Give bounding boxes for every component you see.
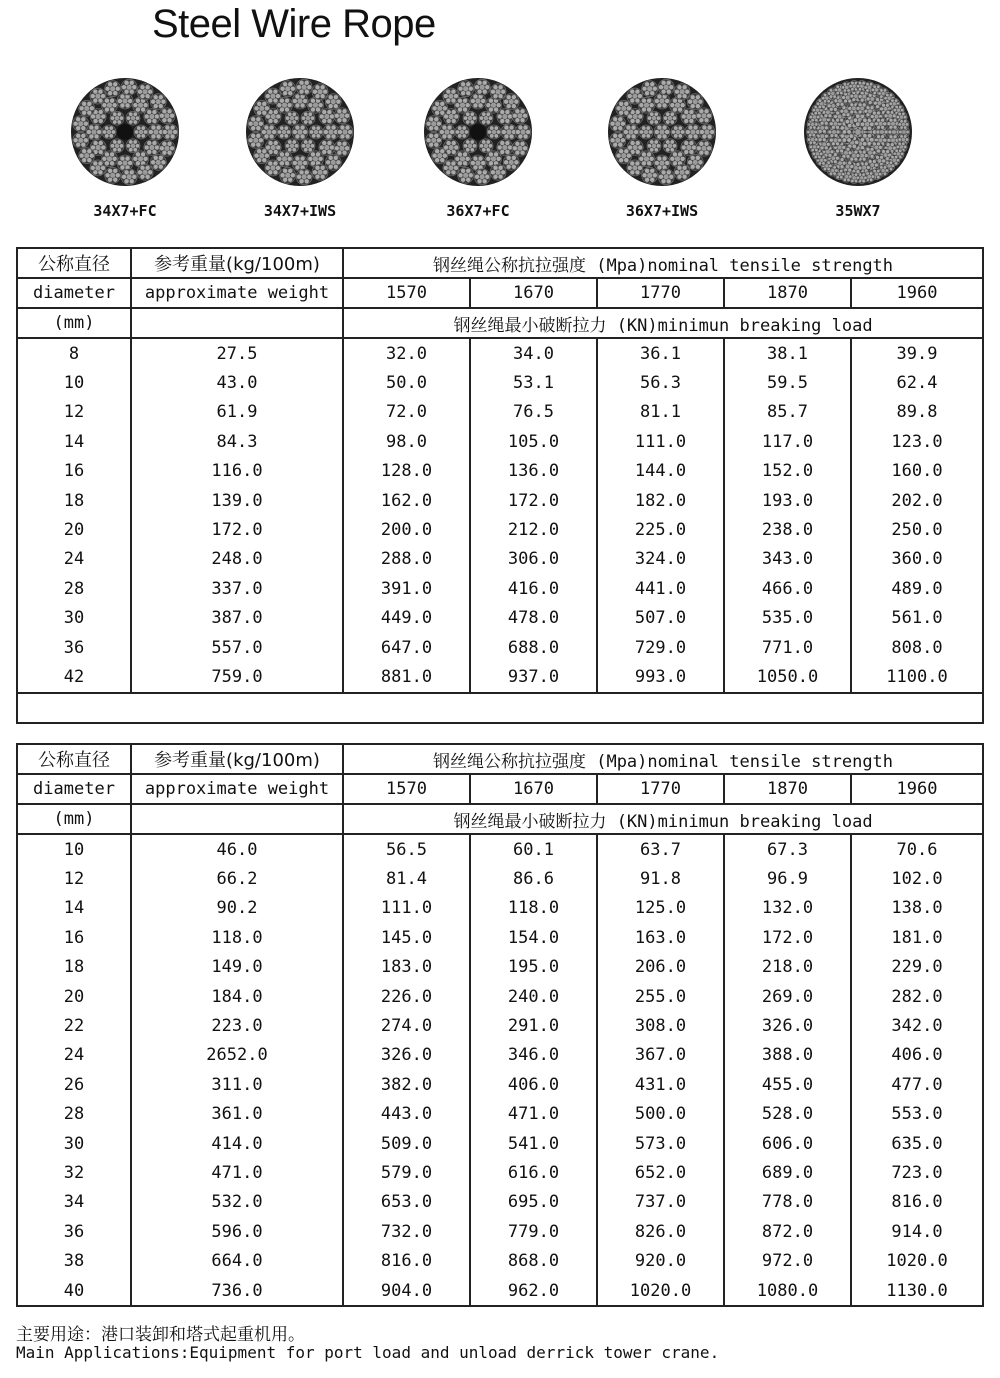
- table-row: [17, 545, 983, 574]
- rope-cross-section-fiber-core-icon: [422, 76, 534, 188]
- diameter-header-en: diameter: [17, 278, 131, 308]
- breaking-load-cell: 132.0: [724, 894, 851, 923]
- breaking-load-cell: 326.0: [343, 1041, 470, 1070]
- unit-header: (mm): [17, 308, 131, 338]
- unit-header: (mm): [17, 804, 131, 834]
- weight-header-cn: 参考重量(kg/100m): [131, 248, 343, 278]
- weight-cell: 471.0: [131, 1158, 343, 1187]
- breaking-load-cell: 606.0: [724, 1129, 851, 1158]
- grade-header: 1570: [343, 774, 470, 804]
- breaking-load-cell: 200.0: [343, 515, 470, 544]
- grade-header: 1570: [343, 278, 470, 308]
- weight-header-en: approximate weight: [131, 774, 343, 804]
- breaking-load-cell: 206.0: [597, 953, 724, 982]
- breaking-load-cell: 89.8: [851, 398, 983, 427]
- weight-cell: 61.9: [131, 398, 343, 427]
- table-row: [17, 864, 983, 893]
- table-row: [17, 486, 983, 515]
- breaking-load-cell: 881.0: [343, 662, 470, 692]
- rope-item: [793, 76, 923, 220]
- weight-cell: 43.0: [131, 368, 343, 397]
- breaking-load-cell: 993.0: [597, 662, 724, 692]
- breaking-load-cell: 343.0: [724, 545, 851, 574]
- breaking-load-cell: 125.0: [597, 894, 724, 923]
- diameter-header-en: diameter: [17, 774, 131, 804]
- weight-cell: 118.0: [131, 923, 343, 952]
- breaking-load-cell: 914.0: [851, 1217, 983, 1246]
- breaking-load-cell: 391.0: [343, 574, 470, 603]
- breaking-load-cell: 144.0: [597, 457, 724, 486]
- breaking-load-cell: 138.0: [851, 894, 983, 923]
- breaking-load-cell: 225.0: [597, 515, 724, 544]
- weight-cell: 172.0: [131, 515, 343, 544]
- weight-cell: 387.0: [131, 604, 343, 633]
- breaking-load-cell: 406.0: [851, 1041, 983, 1070]
- breaking-load-cell: 342.0: [851, 1011, 983, 1040]
- diameter-cell: 12: [17, 864, 131, 893]
- weight-cell: 361.0: [131, 1100, 343, 1129]
- weight-cell: 414.0: [131, 1129, 343, 1158]
- breaking-load-cell: 326.0: [724, 1011, 851, 1040]
- rope-cross-section-fiber-core-icon: [69, 76, 181, 188]
- breaking-load-cell: 238.0: [724, 515, 851, 544]
- breaking-load-cell: 181.0: [851, 923, 983, 952]
- breaking-load-cell: 59.5: [724, 368, 851, 397]
- weight-cell: 223.0: [131, 1011, 343, 1040]
- breaking-load-cell: 86.6: [470, 864, 597, 893]
- grade-header: 1770: [597, 774, 724, 804]
- diameter-cell: 8: [17, 338, 131, 368]
- breaking-load-cell: 732.0: [343, 1217, 470, 1246]
- breaking-load-cell: 123.0: [851, 427, 983, 456]
- breaking-load-cell: 920.0: [597, 1246, 724, 1275]
- diameter-cell: 28: [17, 574, 131, 603]
- breaking-load-cell: 250.0: [851, 515, 983, 544]
- tensile-strength-header: 钢丝绳公称抗拉强度 (Mpa)nominal tensile strength: [343, 744, 983, 774]
- rope-item: [60, 76, 190, 220]
- table-row: [17, 633, 983, 662]
- grade-header: 1870: [724, 278, 851, 308]
- rope-label: 34X7+FC: [93, 202, 157, 220]
- breaking-load-cell: 91.8: [597, 864, 724, 893]
- breaking-load-cell: 172.0: [470, 486, 597, 515]
- breaking-load-cell: 81.4: [343, 864, 470, 893]
- weight-header-cn: 参考重量(kg/100m): [131, 744, 343, 774]
- table-row: [17, 1158, 983, 1187]
- diameter-header-cn: 公称直径: [17, 248, 131, 278]
- breaking-load-cell: 723.0: [851, 1158, 983, 1187]
- breaking-load-cell: 306.0: [470, 545, 597, 574]
- breaking-load-cell: 60.1: [470, 834, 597, 864]
- breaking-load-cell: 771.0: [724, 633, 851, 662]
- diameter-cell: 22: [17, 1011, 131, 1040]
- breaking-load-cell: 118.0: [470, 894, 597, 923]
- diameter-cell: 28: [17, 1100, 131, 1129]
- breaking-load-cell: 288.0: [343, 545, 470, 574]
- diameter-cell: 16: [17, 923, 131, 952]
- breaking-load-cell: 868.0: [470, 1246, 597, 1275]
- breaking-load-cell: 647.0: [343, 633, 470, 662]
- rope-cross-section-wire-core-icon: [606, 76, 718, 188]
- diameter-cell: 12: [17, 398, 131, 427]
- table-2-body: [17, 834, 983, 1306]
- weight-cell: 84.3: [131, 427, 343, 456]
- table-row: [17, 1217, 983, 1246]
- breaking-load-cell: 96.9: [724, 864, 851, 893]
- breaking-load-cell: 308.0: [597, 1011, 724, 1040]
- rope-label: 35WX7: [835, 202, 881, 220]
- breaking-load-cell: 509.0: [343, 1129, 470, 1158]
- breaking-load-cell: 937.0: [470, 662, 597, 692]
- breaking-load-cell: 154.0: [470, 923, 597, 952]
- weight-cell: 311.0: [131, 1070, 343, 1099]
- table-row: [17, 953, 983, 982]
- breaking-load-cell: 81.1: [597, 398, 724, 427]
- rope-cross-sections: [0, 76, 1000, 226]
- breaking-load-cell: 38.1: [724, 338, 851, 368]
- weight-cell: 557.0: [131, 633, 343, 662]
- breaking-load-cell: 193.0: [724, 486, 851, 515]
- diameter-cell: 30: [17, 1129, 131, 1158]
- breaking-load-cell: 528.0: [724, 1100, 851, 1129]
- weight-cell: 184.0: [131, 982, 343, 1011]
- rope-label: 34X7+IWS: [263, 202, 337, 220]
- breaking-load-cell: 449.0: [343, 604, 470, 633]
- diameter-cell: 42: [17, 662, 131, 692]
- breaking-load-cell: 229.0: [851, 953, 983, 982]
- rope-item: [235, 76, 365, 220]
- breaking-load-cell: 635.0: [851, 1129, 983, 1158]
- breaking-load-cell: 431.0: [597, 1070, 724, 1099]
- table-row: [17, 574, 983, 603]
- breaking-load-cell: 443.0: [343, 1100, 470, 1129]
- grade-header: 1870: [724, 774, 851, 804]
- breaking-load-cell: 240.0: [470, 982, 597, 1011]
- table-row: [17, 338, 983, 368]
- breaking-load-cell: 382.0: [343, 1070, 470, 1099]
- breaking-load-cell: 282.0: [851, 982, 983, 1011]
- rope-item: [413, 76, 543, 220]
- breaking-load-cell: 255.0: [597, 982, 724, 1011]
- breaking-load-cell: 56.3: [597, 368, 724, 397]
- breaking-load-cell: 972.0: [724, 1246, 851, 1275]
- breaking-load-cell: 105.0: [470, 427, 597, 456]
- table-row: [17, 1276, 983, 1306]
- table-row: [17, 982, 983, 1011]
- weight-cell: 664.0: [131, 1246, 343, 1275]
- breaking-load-cell: 489.0: [851, 574, 983, 603]
- weight-cell: 116.0: [131, 457, 343, 486]
- table-row: [17, 368, 983, 397]
- breaking-load-cell: 1050.0: [724, 662, 851, 692]
- breaking-load-cell: 816.0: [343, 1246, 470, 1275]
- breaking-load-cell: 152.0: [724, 457, 851, 486]
- breaking-load-cell: 455.0: [724, 1070, 851, 1099]
- breaking-load-cell: 162.0: [343, 486, 470, 515]
- breaking-load-cell: 477.0: [851, 1070, 983, 1099]
- breaking-load-cell: 346.0: [470, 1041, 597, 1070]
- breaking-load-cell: 62.4: [851, 368, 983, 397]
- weight-cell: 66.2: [131, 864, 343, 893]
- table-row: [17, 427, 983, 456]
- breaking-load-cell: 535.0: [724, 604, 851, 633]
- breaking-load-cell: 34.0: [470, 338, 597, 368]
- breaking-load-cell: 441.0: [597, 574, 724, 603]
- table-row: [17, 398, 983, 427]
- blank-row: [17, 693, 983, 723]
- breaking-load-cell: 53.1: [470, 368, 597, 397]
- breaking-load-cell: 689.0: [724, 1158, 851, 1187]
- table-row: [17, 1070, 983, 1099]
- breaking-load-cell: 111.0: [597, 427, 724, 456]
- diameter-cell: 36: [17, 1217, 131, 1246]
- breaking-load-cell: 76.5: [470, 398, 597, 427]
- weight-cell: 532.0: [131, 1188, 343, 1217]
- breaking-load-cell: 36.1: [597, 338, 724, 368]
- table-row: [17, 894, 983, 923]
- breaking-load-cell: 39.9: [851, 338, 983, 368]
- breaking-load-cell: 406.0: [470, 1070, 597, 1099]
- table-row: [17, 1011, 983, 1040]
- breaking-load-cell: 182.0: [597, 486, 724, 515]
- breaking-load-cell: 695.0: [470, 1188, 597, 1217]
- page-title: Steel Wire Rope: [152, 2, 436, 46]
- breaking-load-header: 钢丝绳最小破断拉力 (KN)minimun breaking load: [343, 308, 983, 338]
- table-row: [17, 604, 983, 633]
- main-applications-en: Main Applications:Equipment for port load and unload derrick tower crane.: [16, 1343, 720, 1362]
- weight-cell: 2652.0: [131, 1041, 343, 1070]
- breaking-load-cell: 98.0: [343, 427, 470, 456]
- breaking-load-cell: 111.0: [343, 894, 470, 923]
- weight-cell: 736.0: [131, 1276, 343, 1306]
- breaking-load-cell: 1100.0: [851, 662, 983, 692]
- grade-header: 1670: [470, 278, 597, 308]
- diameter-cell: 24: [17, 1041, 131, 1070]
- breaking-load-cell: 102.0: [851, 864, 983, 893]
- tensile-strength-header: 钢丝绳公称抗拉强度 (Mpa)nominal tensile strength: [343, 248, 983, 278]
- breaking-load-cell: 507.0: [597, 604, 724, 633]
- breaking-load-cell: 324.0: [597, 545, 724, 574]
- rope-item: [597, 76, 727, 220]
- table-row: [17, 662, 983, 692]
- breaking-load-cell: 367.0: [597, 1041, 724, 1070]
- diameter-cell: 24: [17, 545, 131, 574]
- empty-cell: [131, 804, 343, 834]
- grade-header: 1960: [851, 278, 983, 308]
- grade-header: 1670: [470, 774, 597, 804]
- breaking-load-cell: 117.0: [724, 427, 851, 456]
- breaking-load-cell: 269.0: [724, 982, 851, 1011]
- diameter-cell: 38: [17, 1246, 131, 1275]
- breaking-load-cell: 962.0: [470, 1276, 597, 1306]
- table-row: [17, 515, 983, 544]
- diameter-cell: 32: [17, 1158, 131, 1187]
- diameter-cell: 16: [17, 457, 131, 486]
- breaking-load-cell: 85.7: [724, 398, 851, 427]
- breaking-load-cell: 218.0: [724, 953, 851, 982]
- diameter-header-cn: 公称直径: [17, 744, 131, 774]
- weight-cell: 46.0: [131, 834, 343, 864]
- breaking-load-cell: 56.5: [343, 834, 470, 864]
- breaking-load-cell: 904.0: [343, 1276, 470, 1306]
- breaking-load-cell: 1020.0: [851, 1246, 983, 1275]
- breaking-load-cell: 136.0: [470, 457, 597, 486]
- diameter-cell: 10: [17, 368, 131, 397]
- breaking-load-cell: 183.0: [343, 953, 470, 982]
- breaking-load-cell: 416.0: [470, 574, 597, 603]
- breaking-load-cell: 67.3: [724, 834, 851, 864]
- weight-cell: 27.5: [131, 338, 343, 368]
- weight-cell: 759.0: [131, 662, 343, 692]
- breaking-load-cell: 212.0: [470, 515, 597, 544]
- table-row: [17, 1129, 983, 1158]
- empty-cell: [131, 308, 343, 338]
- table-row: [17, 834, 983, 864]
- spec-table-1: [16, 247, 984, 724]
- breaking-load-cell: 737.0: [597, 1188, 724, 1217]
- weight-cell: 596.0: [131, 1217, 343, 1246]
- rope-cross-section-compact-icon: [802, 76, 914, 188]
- breaking-load-cell: 274.0: [343, 1011, 470, 1040]
- breaking-load-cell: 688.0: [470, 633, 597, 662]
- main-applications-cn: 主要用途：港口装卸和塔式起重机用。: [16, 1325, 305, 1345]
- breaking-load-cell: 816.0: [851, 1188, 983, 1217]
- breaking-load-cell: 561.0: [851, 604, 983, 633]
- breaking-load-cell: 72.0: [343, 398, 470, 427]
- breaking-load-cell: 145.0: [343, 923, 470, 952]
- breaking-load-cell: 128.0: [343, 457, 470, 486]
- grade-header: 1960: [851, 774, 983, 804]
- breaking-load-cell: 388.0: [724, 1041, 851, 1070]
- diameter-cell: 20: [17, 982, 131, 1011]
- breaking-load-cell: 779.0: [470, 1217, 597, 1246]
- spec-table-2: [16, 743, 984, 1307]
- weight-cell: 90.2: [131, 894, 343, 923]
- diameter-cell: 20: [17, 515, 131, 544]
- table-row: [17, 1100, 983, 1129]
- breaking-load-cell: 573.0: [597, 1129, 724, 1158]
- diameter-cell: 14: [17, 894, 131, 923]
- weight-cell: 139.0: [131, 486, 343, 515]
- weight-cell: 248.0: [131, 545, 343, 574]
- breaking-load-cell: 553.0: [851, 1100, 983, 1129]
- breaking-load-cell: 541.0: [470, 1129, 597, 1158]
- diameter-cell: 34: [17, 1188, 131, 1217]
- weight-header-en: approximate weight: [131, 278, 343, 308]
- rope-label: 36X7+FC: [446, 202, 510, 220]
- breaking-load-cell: 70.6: [851, 834, 983, 864]
- table-row: [17, 457, 983, 486]
- breaking-load-cell: 500.0: [597, 1100, 724, 1129]
- grade-header: 1770: [597, 278, 724, 308]
- breaking-load-header: 钢丝绳最小破断拉力 (KN)minimun breaking load: [343, 804, 983, 834]
- breaking-load-cell: 291.0: [470, 1011, 597, 1040]
- weight-cell: 337.0: [131, 574, 343, 603]
- diameter-cell: 18: [17, 486, 131, 515]
- breaking-load-cell: 172.0: [724, 923, 851, 952]
- diameter-cell: 10: [17, 834, 131, 864]
- weight-cell: 149.0: [131, 953, 343, 982]
- breaking-load-cell: 616.0: [470, 1158, 597, 1187]
- breaking-load-cell: 652.0: [597, 1158, 724, 1187]
- breaking-load-cell: 808.0: [851, 633, 983, 662]
- table-1-body: [17, 338, 983, 693]
- breaking-load-cell: 778.0: [724, 1188, 851, 1217]
- table-row: [17, 923, 983, 952]
- diameter-cell: 26: [17, 1070, 131, 1099]
- breaking-load-cell: 50.0: [343, 368, 470, 397]
- breaking-load-cell: 466.0: [724, 574, 851, 603]
- breaking-load-cell: 32.0: [343, 338, 470, 368]
- breaking-load-cell: 202.0: [851, 486, 983, 515]
- breaking-load-cell: 1020.0: [597, 1276, 724, 1306]
- diameter-cell: 30: [17, 604, 131, 633]
- breaking-load-cell: 471.0: [470, 1100, 597, 1129]
- breaking-load-cell: 63.7: [597, 834, 724, 864]
- breaking-load-cell: 478.0: [470, 604, 597, 633]
- table-row: [17, 1041, 983, 1070]
- breaking-load-cell: 872.0: [724, 1217, 851, 1246]
- diameter-cell: 40: [17, 1276, 131, 1306]
- breaking-load-cell: 1080.0: [724, 1276, 851, 1306]
- breaking-load-cell: 1130.0: [851, 1276, 983, 1306]
- rope-label: 36X7+IWS: [625, 202, 699, 220]
- table-row: [17, 1188, 983, 1217]
- breaking-load-cell: 729.0: [597, 633, 724, 662]
- breaking-load-cell: 160.0: [851, 457, 983, 486]
- rope-cross-section-wire-core-icon: [244, 76, 356, 188]
- diameter-cell: 18: [17, 953, 131, 982]
- breaking-load-cell: 163.0: [597, 923, 724, 952]
- breaking-load-cell: 826.0: [597, 1217, 724, 1246]
- table-row: [17, 1246, 983, 1275]
- breaking-load-cell: 195.0: [470, 953, 597, 982]
- breaking-load-cell: 579.0: [343, 1158, 470, 1187]
- breaking-load-cell: 653.0: [343, 1188, 470, 1217]
- breaking-load-cell: 360.0: [851, 545, 983, 574]
- breaking-load-cell: 226.0: [343, 982, 470, 1011]
- diameter-cell: 36: [17, 633, 131, 662]
- diameter-cell: 14: [17, 427, 131, 456]
